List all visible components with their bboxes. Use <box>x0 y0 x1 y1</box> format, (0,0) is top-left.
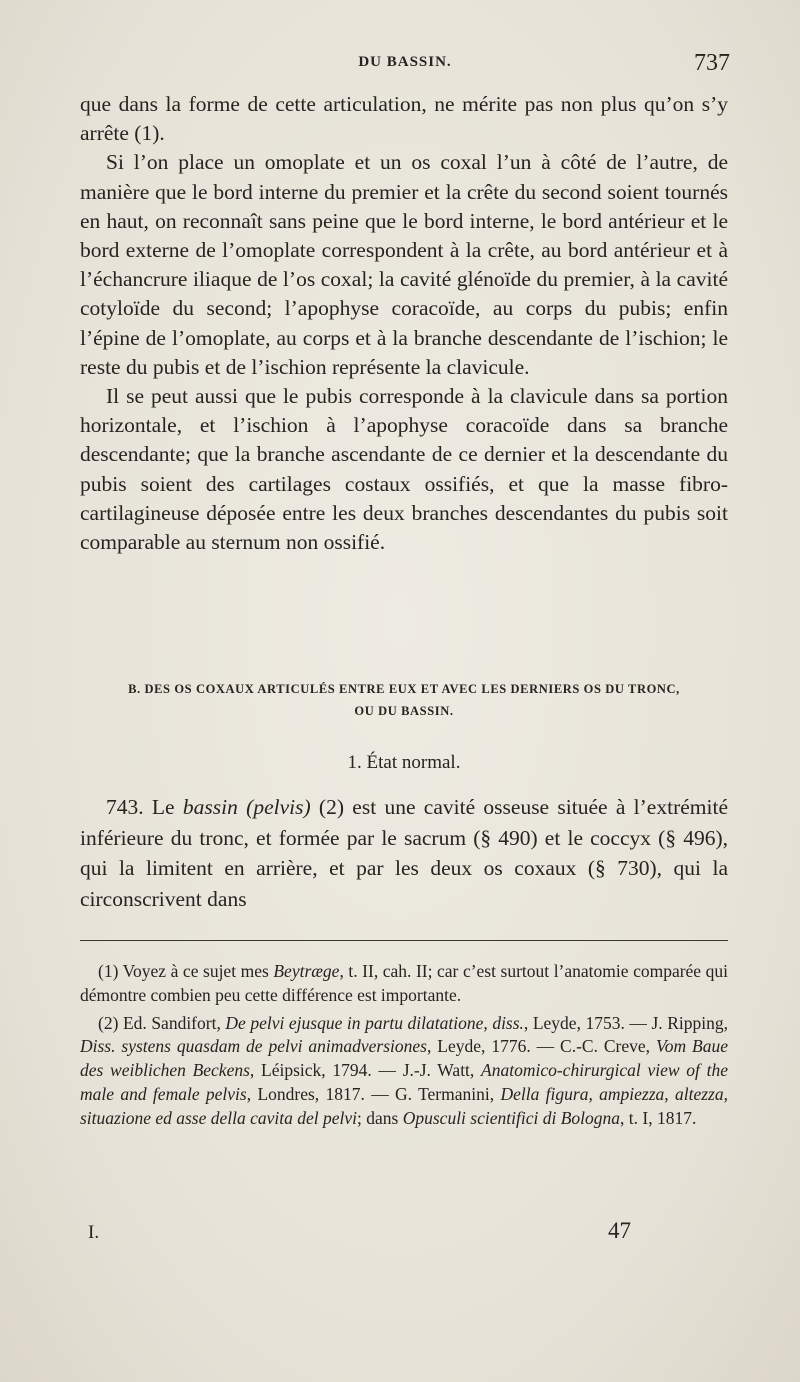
footnote-2-h: Anatomico-chirurgical view of the male and female pelvis <box>80 1060 729 1104</box>
subheading-etat-normal: 1. État normal. <box>347 752 461 773</box>
footnote-2-k: ; dans <box>357 1107 403 1128</box>
main-text <box>80 90 728 557</box>
section-heading-line-2: OU DU BASSIN. <box>354 704 454 718</box>
term-pelvis: (pelvis) <box>246 795 311 819</box>
paragraph-743-rest: (2) est une cavité osseuse située à l’extrémité inférieure du tronc, et formée par le sacrum (§ 490) et le coccyx (§ 496), qui la limitent en arrière, et par les deux os coxaux (§ 730), qui la circonscrivent dans <box>80 795 728 911</box>
footnote-2-f: Vom Baue des weiblichen Beckens <box>80 1036 728 1081</box>
footnote-1-title: Beytræge <box>273 961 340 981</box>
paragraph-pubis: Il se peut aussi que le pubis corresponde à la clavicule dans sa portion horizontale, et l’ischion à l’apophyse coracoïde dans sa branche descendante; que la branche ascendante de ce dernier et la descendante du pubis soient des cartilages costaux ossifiés, et que la masse fibro-cartilagineuse déposée entre les deux branches descendantes du pubis soit comparable au sternum non ossifié. <box>80 384 728 555</box>
paragraph-number: 743. <box>106 795 144 819</box>
footnote-1-pre: (1) Voyez à ce sujet mes <box>98 961 274 981</box>
footnote-2-b: De pelvi ejusque in partu dilatatione, diss. <box>225 1012 524 1033</box>
footnote-2-i: , Londres, 1817. — G. Termanini, <box>246 1083 501 1104</box>
footnote-divider <box>80 940 728 941</box>
footnote-2-a: (2) Ed. Sandifort, <box>98 1012 226 1033</box>
footnotes <box>80 960 728 1135</box>
section-heading-line-1: B. DES OS COXAUX ARTICULÉS ENTRE EUX ET AVEC LES DERNIERS OS DU TRONC, <box>128 682 680 696</box>
footnote-1-post: , t. II, cah. II; car c’est surtout l’anatomie comparée qui démontre combien peu cette différence est importante. <box>80 961 728 1005</box>
paragraph-743-text <box>80 792 728 914</box>
footnote-2-m: , t. I, 1817. <box>620 1107 697 1128</box>
running-title: DU BASSIN. <box>358 54 452 70</box>
paragraph-omoplate: Si l’on place un omoplate et un os coxal l’un à côté de l’autre, de manière que le bord interne du premier et la crête du second soient tournés en haut, on reconnaît sans peine que le bord interne, le bord antérieur et le bord externe de l’omoplate correspondent à la crête, au bord antérieur et à l’échancrure iliaque de l’os coxal; la cavité glénoïde du premier, à la cavité cotyloïde du second; l’apophyse coracoïde, au corps du pubis; enfin l’épine de l’omoplate, au corps et à la branche descendante de l’ischion; le reste du pubis et de l’ischion représente la clavicule. <box>80 150 728 379</box>
footnote-1 <box>80 960 728 1008</box>
section-heading <box>80 678 728 722</box>
gathering-number: 47 <box>608 1218 631 1243</box>
footnote-2-c: , Leyde, 1753. — J. Ripping, <box>523 1012 728 1033</box>
lead-text: Le <box>143 795 183 819</box>
footnote-2-d: Diss. systens quasdam de pelvi animadversiones <box>80 1036 427 1057</box>
footnote-2-e: , Leyde, 1776. — C.-C. Creve, <box>427 1036 656 1057</box>
paragraph-743 <box>80 792 728 914</box>
footnote-2 <box>80 1012 728 1131</box>
footnote-2-j: Della figura, ampiezza, altezza, situazione ed asse della cavita del pelvi <box>80 1083 728 1128</box>
page-footer <box>80 1218 728 1248</box>
signature-mark: I. <box>88 1222 100 1243</box>
footnote-2-l: Opusculi scientifici di Bologna <box>402 1107 620 1128</box>
page-number: 737 <box>694 50 730 76</box>
term-bassin: bassin <box>182 795 238 819</box>
page-header <box>80 50 730 90</box>
footnote-2-g: , Léipsick, 1794. — J.-J. Watt, <box>249 1060 482 1081</box>
paragraph-continuation: que dans la forme de cette articulation, ne mérite pas non plus qu’on s’y arrête (1). <box>80 92 728 146</box>
